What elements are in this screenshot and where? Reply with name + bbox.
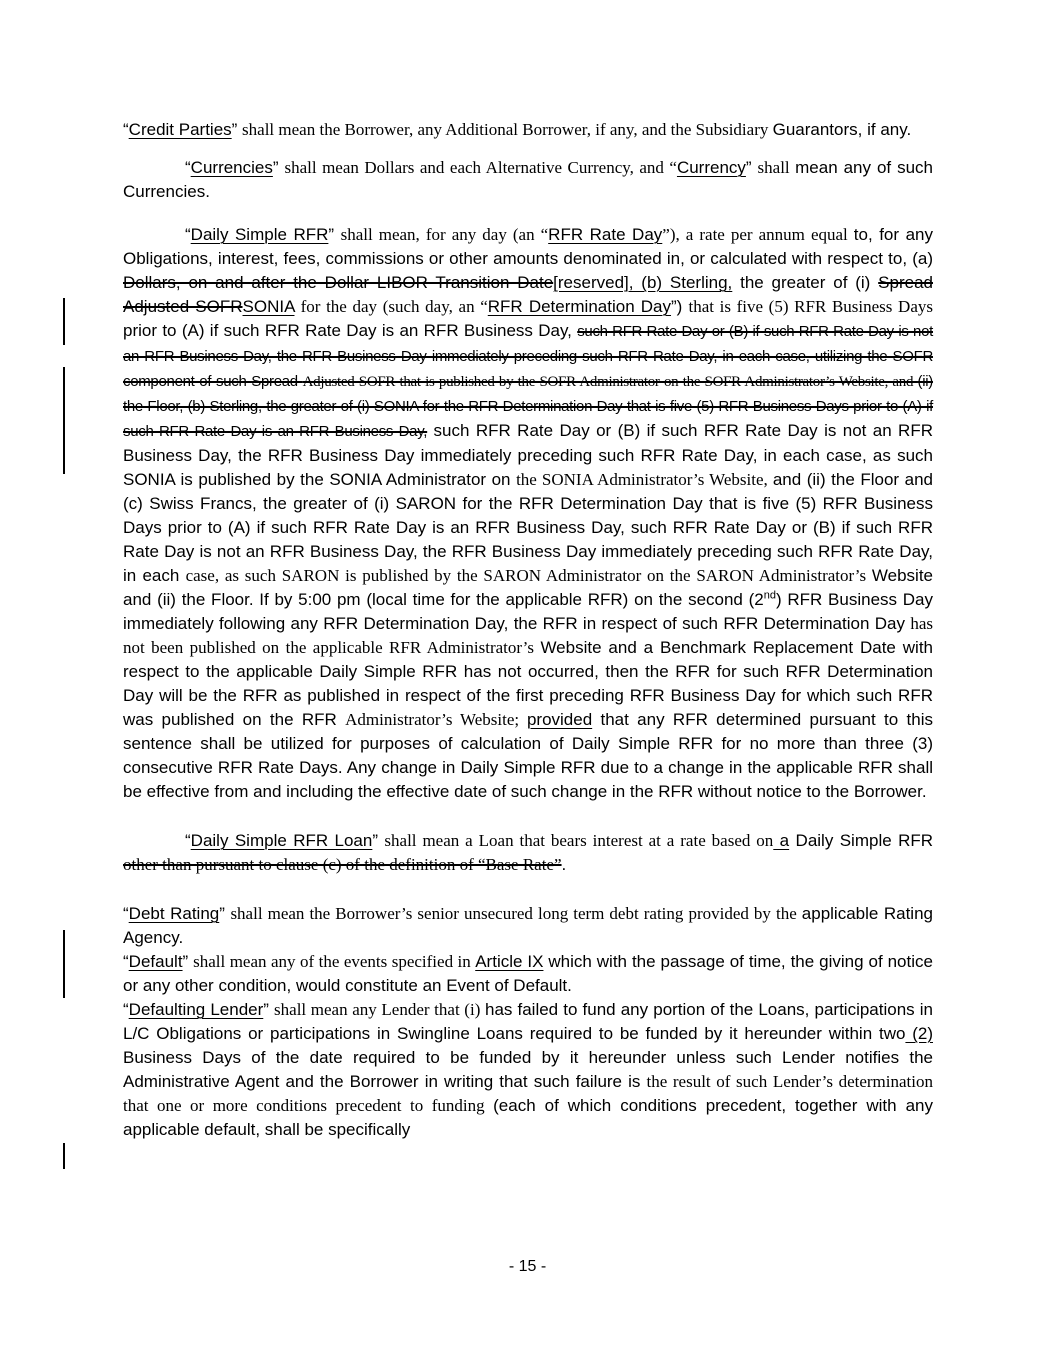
daily-simple-rfr-definition xyxy=(123,223,933,804)
text-run: shall mean any of the events specified in xyxy=(193,952,476,971)
defined-term-defaulting-lender: Defaulting Lender xyxy=(128,1000,264,1019)
text-run: shall mean Dollars and each Alternative Currency, and “ xyxy=(284,158,677,177)
text-run: shall mean the Borrower, any Additional Borrower, if any, and the Subsidiary xyxy=(242,120,773,139)
deleted-text: (ii) the Floor, (b) Sterling, the greater of (i) SONIA for the RFR Determination Day that is five (5) RFR Business Days prior to (A) if such RFR Rate Day is an RFR Business Day, xyxy=(123,373,933,440)
text-run: that any RFR determined pursuant to this sentence shall be utilized for purposes of calculation of Daily Simple RFR for no more than three (3) consecutive RFR Rate Days. Any change in Daily Simple RFR due to a change in the applicable RFR shall be effective from and including the effective date of such change in the RFR without notice to the Borrower. xyxy=(123,710,934,801)
text-run: case, as such SARON is published by the SARON Administrator on the SARON Administrator’s xyxy=(185,566,872,585)
defined-term-currencies: Currencies xyxy=(190,158,273,177)
text-run: ” xyxy=(328,225,341,244)
text-run: ”), a rate per annum equal xyxy=(662,225,854,244)
inserted-text: [reserved], (b) Sterling, xyxy=(553,273,733,292)
text-run: shall mean, for any day (an “ xyxy=(340,225,549,244)
text-run: ” xyxy=(372,831,385,850)
text-run: “ xyxy=(123,1000,129,1019)
text-run: the greater of (i) xyxy=(732,273,879,292)
deleted-text: Adjusted SOFR that is published by the SOFR Administrator on the SOFR Administrator’s Website, and xyxy=(302,374,918,390)
text-run: for the day (such day, an “ xyxy=(300,297,488,316)
text-run: Daily Simple RFR xyxy=(789,831,934,850)
inserted-text: a xyxy=(773,831,790,850)
article-ix-reference: Article IX xyxy=(475,952,544,971)
text-run: shall mean a Loan that bears interest at a rate based on xyxy=(384,831,774,850)
currencies-definition xyxy=(123,156,933,204)
deleted-text: Spread Adjusted SOFR xyxy=(123,273,933,316)
text-run: and (ii) the Floor and (c) Swiss Francs, the greater of (i) SARON for the RFR Determination Day that is five (5) RFR Business Days prior to (A) if such RFR Rate Day is an RFR Business Day, such RFR Rate Day or (B) if such RFR Rate Day is not an RFR Business Day, the RFR Business Day immediately preceding such RFR Rate Day, in each xyxy=(123,470,933,585)
defined-term-daily-simple-rfr: Daily Simple RFR xyxy=(190,225,329,244)
change-bar xyxy=(63,930,65,998)
inserted-text: SONIA xyxy=(242,297,295,316)
text-run: which with the passage of time, the giving of notice or any other condition, would constitute an Event of Default. xyxy=(123,952,933,995)
text-run: “ xyxy=(123,952,129,971)
defaulting-lender-definition xyxy=(123,998,933,1142)
text-run: ” xyxy=(182,952,194,971)
text-run: shall mean any Lender that (i) xyxy=(274,1000,485,1019)
text-run: ” xyxy=(231,120,243,139)
text-run: ” xyxy=(219,904,231,923)
change-bar xyxy=(63,298,65,345)
text-run: “ xyxy=(185,158,191,177)
text-run: “ xyxy=(185,225,191,244)
text-run: mean any of such Currencies. xyxy=(123,158,933,201)
text-run: the SONIA Administrator’s Website, xyxy=(516,470,773,489)
text-run: ) RFR Business Day immediately following any RFR Determination Day, the RFR in respect of such RFR Determination Day xyxy=(123,590,933,633)
proviso-term: provided xyxy=(526,710,593,729)
inserted-text: (2) xyxy=(905,1024,933,1043)
text-run: ” xyxy=(745,158,758,177)
text-run: Website and (ii) the Floor. If by 5:00 pm (local time for the applicable RFR) on the second (2 xyxy=(123,566,934,609)
text-run: (each of which conditions precedent, together with any applicable default, shall be specifically xyxy=(123,1096,933,1139)
text-run: “ xyxy=(123,120,129,139)
page-number: - 15 - xyxy=(508,1258,547,1275)
text-run: to, for any Obligations, interest, fees, commissions or other amounts denominated in, or calculated with respect to, (a) xyxy=(123,225,933,268)
deleted-text: Dollars, on and after the Dollar LIBOR Transition Date xyxy=(123,273,554,292)
text-run: ” xyxy=(263,1000,275,1019)
defined-term-default: Default xyxy=(128,952,183,971)
text-run: prior to (A) if such RFR Rate Day is an RFR Business Day, xyxy=(123,321,578,340)
defined-term-debt-rating: Debt Rating xyxy=(128,904,220,923)
text-run: shall mean the Borrower’s senior unsecured long term debt rating provided by the xyxy=(230,904,802,923)
defined-term-daily-simple-rfr-loan: Daily Simple RFR Loan xyxy=(190,831,373,850)
text-run: nd xyxy=(763,589,776,602)
text-run: shall xyxy=(757,158,796,177)
change-bar xyxy=(63,367,65,474)
text-run: Administrator’s Website; xyxy=(345,710,527,729)
text-run: ”) xyxy=(671,297,689,316)
text-run: the result of such Lender’s determination that one or more conditions precedent to funding xyxy=(123,1072,933,1115)
defined-term-rfr-determination-day: RFR Determination Day xyxy=(487,297,672,316)
document-body xyxy=(123,118,933,1142)
credit-parties-definition xyxy=(123,118,933,142)
text-run: Guarantors, if any. xyxy=(772,120,912,139)
text-run: has failed to fund any portion of the Loans, participations in L/C Obligations or participations in Swingline Loans required to be funded by it hereunder within two xyxy=(123,1000,933,1043)
text-run: “ xyxy=(123,904,129,923)
default-definition xyxy=(123,950,933,998)
debt-rating-definition xyxy=(123,902,933,950)
text-run: such RFR Rate Day or (B) if such RFR Rate Day is not an RFR Business Day, the RFR Business Day immediately preceding such RFR Rate Day, in each case, as such SONIA is published by the SONIA Administrator on xyxy=(123,421,933,489)
text-run: Business Days of the date required to be funded by it hereunder unless such Lender notifies the Administrative Agent and the Borrower in writing that such failure is xyxy=(123,1048,933,1091)
text-run: applicable Rating Agency. xyxy=(123,904,933,947)
text-run: . xyxy=(561,855,567,874)
defined-term-rfr-rate-day: RFR Rate Day xyxy=(548,225,663,244)
deleted-text: such RFR Rate Day or (B) if such RFR Rate Day is not an RFR Business Day, the RFR Business Day immediately preceding such RFR Rate Day, in each case, utilizing the SOFR component of such Spread xyxy=(123,323,933,390)
change-bar xyxy=(63,1143,65,1169)
text-run: ” xyxy=(272,158,285,177)
defined-term-currency: Currency xyxy=(676,158,746,177)
daily-simple-rfr-loan-definition xyxy=(123,829,933,877)
text-run: Website and a Benchmark Replacement Date with respect to the applicable Daily Simple RFR has not occurred, then the RFR for such RFR Determination Day will be the RFR as published in respect of the first preceding RFR Business Day for which such RFR was published on the RFR xyxy=(123,638,933,729)
text-run: that is five (5) RFR Business Days xyxy=(688,297,933,316)
text-run: “ xyxy=(185,831,191,850)
defined-term-credit-parties: Credit Parties xyxy=(128,120,232,139)
text-run: has not been published on the applicable RFR Administrator’s xyxy=(123,614,933,657)
deleted-text: other than pursuant to clause (c) of the definition of “Base Rate” xyxy=(123,855,562,874)
